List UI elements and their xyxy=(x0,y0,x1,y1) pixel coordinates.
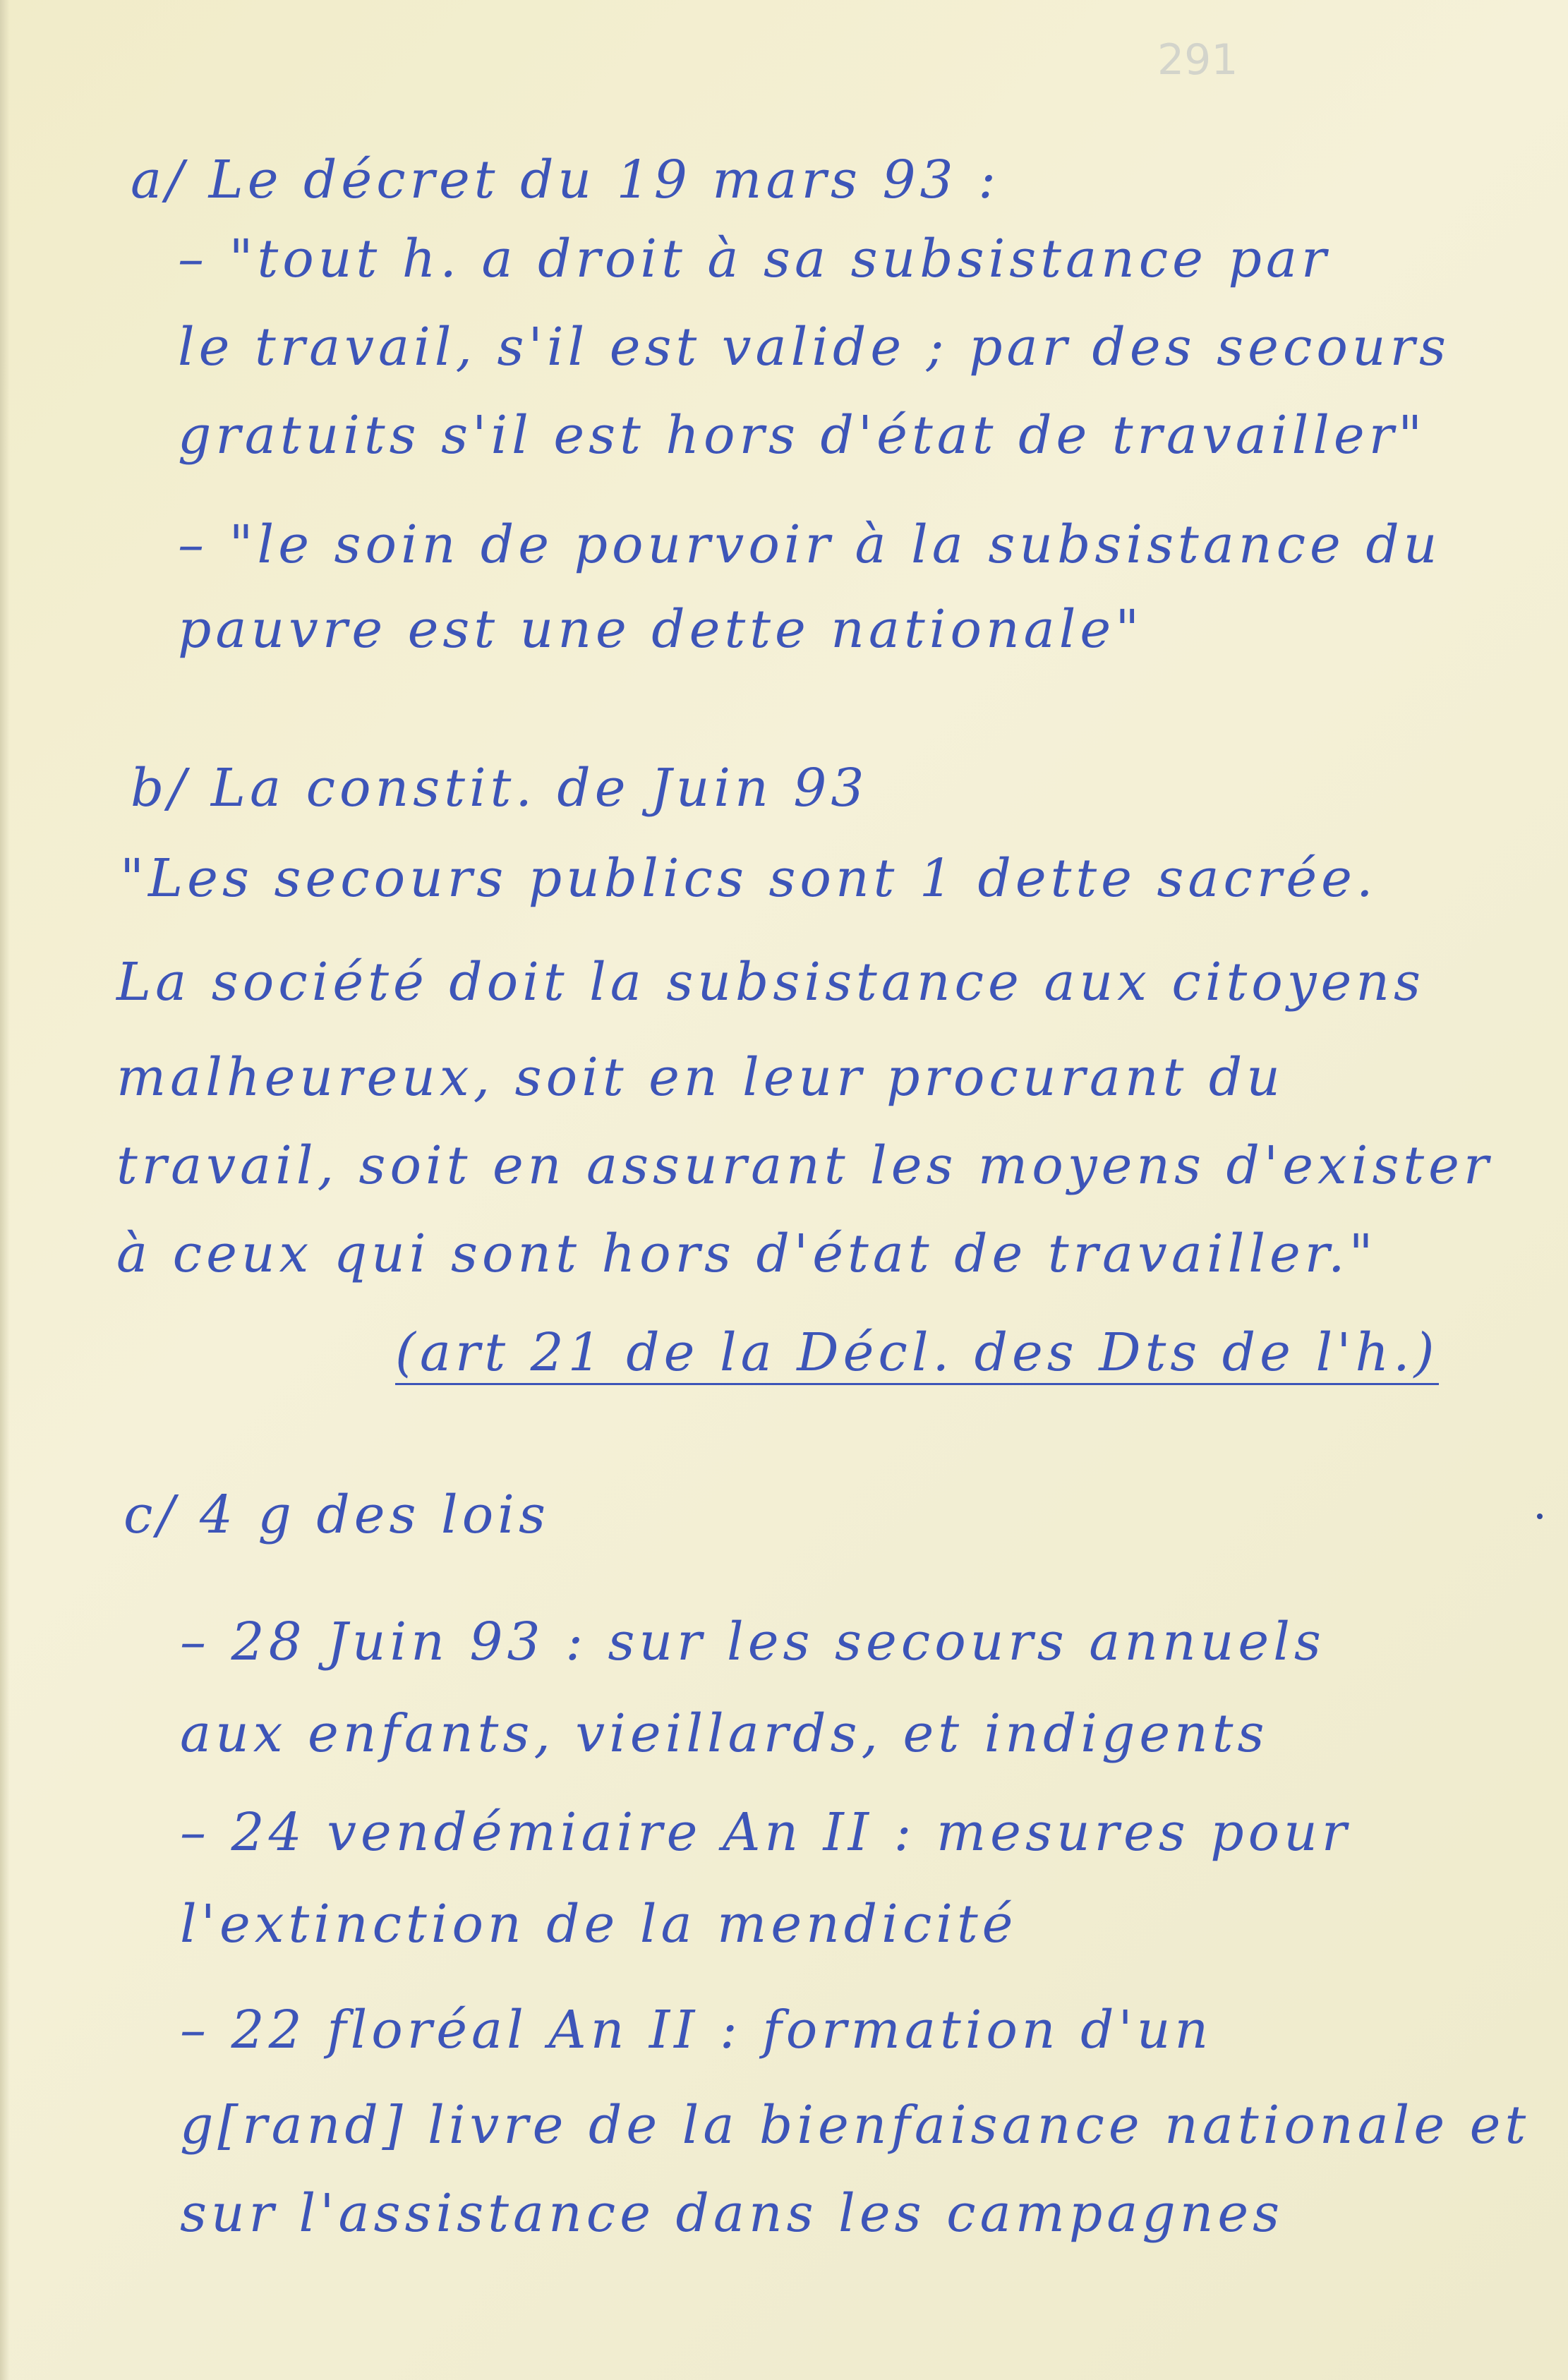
handwritten-line-20: g[rand] livre de la bienfaisance nationale et xyxy=(180,2095,1531,2156)
handwritten-line-9: La société doit la subsistance aux citoyens xyxy=(116,952,1425,1013)
handwritten-line-19: – 22 floréal An II : formation d'un xyxy=(180,2000,1213,2060)
handwritten-line-11: travail, soit en assurant les moyens d'exister xyxy=(116,1135,1493,1196)
handwritten-line-8: "Les secours publics sont 1 dette sacrée. xyxy=(120,848,1377,909)
handwritten-line-18: l'extinction de la mendicité xyxy=(180,1894,1018,1955)
handwritten-line-15: – 28 Juin 93 : sur les secours annuels xyxy=(180,1612,1325,1672)
handwritten-line-12: à ceux qui sont hors d'état de travailler." xyxy=(116,1224,1377,1284)
handwritten-line-17: – 24 vendémiaire An II : mesures pour xyxy=(180,1802,1351,1863)
handwritten-line-4: gratuits s'il est hors d'état de travailler" xyxy=(178,405,1427,466)
handwritten-line-13: (art 21 de la Décl. des Dts de l'h.) xyxy=(395,1327,1439,1385)
handwritten-line-14: c/ 4 g des lois xyxy=(123,1485,550,1545)
handwritten-line-6: pauvre est une dette nationale" xyxy=(178,599,1144,660)
handwritten-line-5: – "le soin de pourvoir à la subsistance du xyxy=(178,514,1442,575)
paper-edge xyxy=(0,0,10,2380)
ink-dot xyxy=(1537,1514,1543,1519)
handwritten-line-16: aux enfants, vieillards, et indigents xyxy=(180,1703,1269,1764)
handwritten-line-10: malheureux, soit en leur procurant du xyxy=(116,1047,1284,1108)
handwritten-line-1: a/ Le décret du 19 mars 93 : xyxy=(131,150,1001,210)
handwritten-line-7: b/ La constit. de Juin 93 xyxy=(131,758,869,818)
page-number: 291 xyxy=(1157,35,1238,85)
handwritten-line-3: le travail, s'il est valide ; par des secours xyxy=(178,317,1450,377)
handwritten-line-21: sur l'assistance dans les campagnes xyxy=(180,2183,1284,2244)
handwritten-line-2: – "tout h. a droit à sa subsistance par xyxy=(178,229,1331,289)
